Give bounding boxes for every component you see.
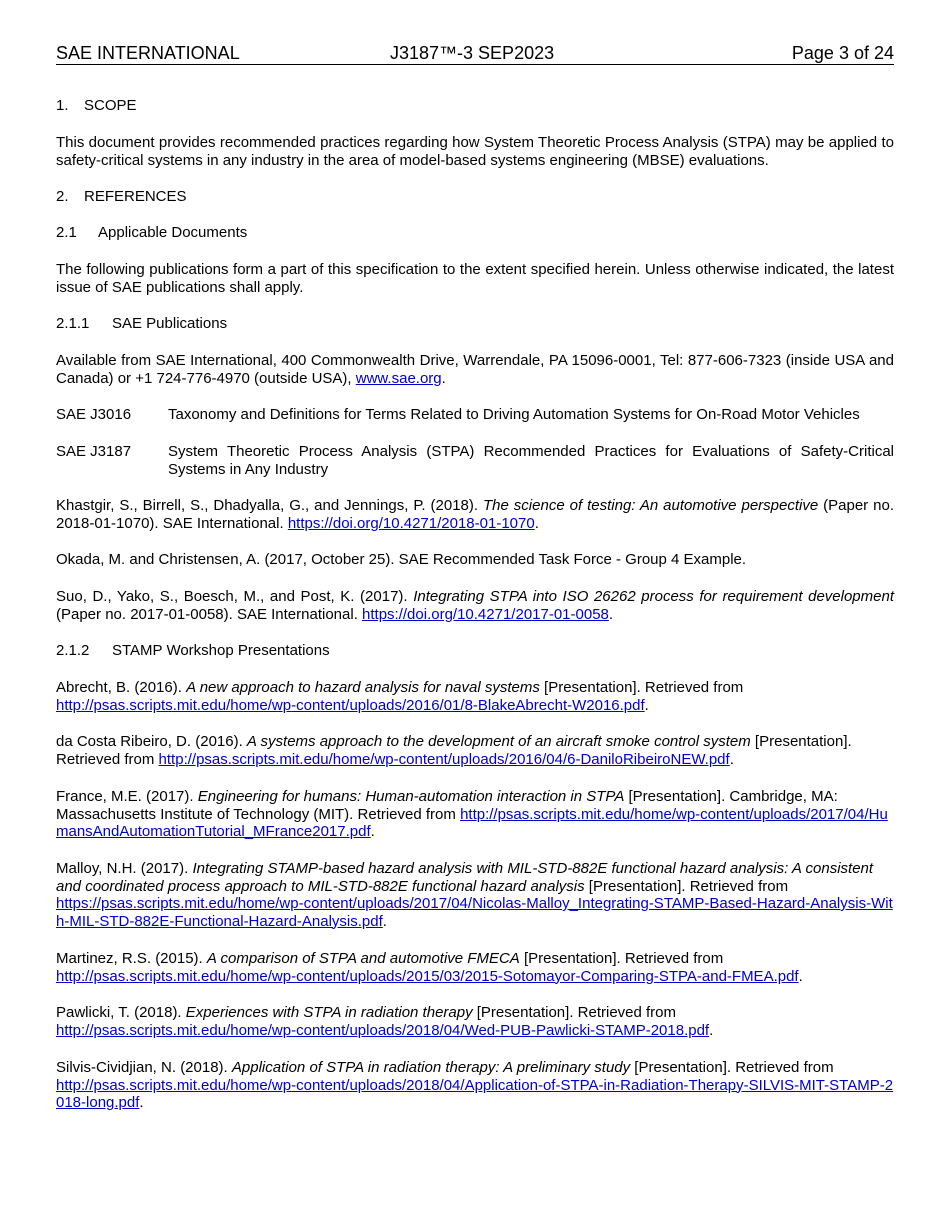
presentation-martinez: Martinez, R.S. (2015). A comparison of STPA and automotive FMECA [Presentation]. Retrieved from http://psas.scripts.mit.edu/home/wp-content/uploads/2015/03/2015-Sotomayor-Comparing-STPA-and-FMEA.pdf. [56,950,803,985]
section-heading-applicable-documents: 2.1 Applicable Documents [56,224,248,241]
section-heading-scope: 1. SCOPE [56,97,137,114]
scope-paragraph: This document provides recommended practices regarding how System Theoretic Process Analysis (STPA) may be applied to safety-critical systems in any industry in the area of model-based systems engineering (MBSE) evaluations. [56,134,894,169]
citation-suo: Suo, D., Yako, S., Boesch, M., and Post, K. (2017). Integrating STPA into ISO 26262 process for requirement development (Paper no. 2017-01-0058). SAE International. https://doi.org/10.4271/2017-01-0058. [56,588,894,623]
applicable-paragraph: The following publications form a part of this specification to the extent specified herein. Unless otherwise indicated, the latest issue of SAE publications shall apply. [56,261,894,296]
doi-link[interactable]: https://doi.org/10.4271/2018-01-1070 [287,514,535,532]
reference-entry [56,406,894,424]
section-heading-references: 2. REFERENCES [56,188,187,205]
citation-khastgir: Khastgir, S., Birrell, S., Dhadyalla, G., and Jennings, P. (2018). The science of testing: An automotive perspective (Paper no. 2018-01-1070). SAE International. https://doi.org/10.4271/2018-01-1070. [56,497,894,532]
presentation-link[interactable]: http://psas.scripts.mit.edu/home/wp-content/uploads/2016/04/6-DaniloRibeiroNEW.pdf [158,750,730,768]
presentation-abrecht: Abrecht, B. (2016). A new approach to hazard analysis for naval systems [Presentation]. Retrieved from http://psas.scripts.mit.edu/home/wp-content/uploads/2016/01/8-BlakeAbrecht-W2016.pdf. [56,679,744,714]
presentation-link[interactable]: https://psas.scripts.mit.edu/home/wp-content/uploads/2017/04/Nicolas-Malloy_Integrating-STAMP-Based-Hazard-Analysis-With-MIL-STD-882E-Functional-Hazard-Analysis.pdf [56,895,893,930]
presentation-france: France, M.E. (2017). Engineering for humans: Human-automation interaction in STPA [Presentation]. Cambridge, MA: Massachusetts Institute of Technology (MIT). Retrieved from http://psas.scripts.mit.edu/home/wp-content/uploads/2017/04/HumansAndAutomationTutorial_MFrance2017.pdf. [56,788,888,840]
presentation-silvis: Silvis-Cividjian, N. (2018). Application of STPA in radiation therapy: A preliminary study [Presentation]. Retrieved from http://psas.scripts.mit.edu/home/wp-content/uploads/2018/04/Application-of-STPA-in-Radiation-Therapy-SILVIS-MIT-STAMP-2018-long.pdf. [56,1059,894,1111]
section-heading-sae-publications: 2.1.1 SAE Publications [56,315,228,332]
presentation-link[interactable]: http://psas.scripts.mit.edu/home/wp-content/uploads/2018/04/Application-of-STPA-in-Radiation-Therapy-SILVIS-MIT-STAMP-2018-long.pdf [56,1076,894,1111]
presentation-dacosta: da Costa Ribeiro, D. (2016). A systems approach to the development of an aircraft smoke control system [Presentation]. Retrieved from http://psas.scripts.mit.edu/home/wp-content/uploads/2016/04/6-DaniloRibeiroNEW.pdf. [56,733,852,768]
reference-title: Taxonomy and Definitions for Terms Related to Driving Automation Systems for On-Road Motor Vehicles [168,406,860,423]
doi-link[interactable]: https://doi.org/10.4271/2017-01-0058 [362,605,609,623]
presentation-malloy: Malloy, N.H. (2017). Integrating STAMP-based hazard analysis with MIL-STD-882E functional hazard analysis: A consistent and coordinated process approach to MIL-STD-882E functional hazard analysis [Presentation]. Retrieved from https://psas.scripts.mit.edu/home/wp-content/uploads/2017/04/Nicolas-Malloy_Integrating-STAMP-Based-Hazard-Analysis-With-MIL-STD-882E-Functional-Hazard-Analysis.pdf. [56,860,893,930]
reference-entry [56,443,894,479]
sae-availability-paragraph: Available from SAE International, 400 Commonwealth Drive, Warrendale, PA 15096-0001, Tel: 877-606-7323 (inside USA and Canada) or +1 724-776-4970 (outside USA), www.sae.org. [56,352,894,387]
reference-title: System Theoretic Process Analysis (STPA) Recommended Practices for Evaluations of Safety-Critical Systems in Any Industry [168,443,894,478]
reference-code: SAE J3016 [56,406,132,423]
header-org: SAE INTERNATIONAL [56,43,240,63]
reference-code: SAE J3187 [56,443,132,460]
header-page-number: Page 3 of 24 [791,43,894,63]
presentation-link[interactable]: http://psas.scripts.mit.edu/home/wp-content/uploads/2016/01/8-BlakeAbrecht-W2016.pdf [56,696,645,714]
header-doc-id: J3187™-3 SEP2023 [390,43,555,63]
page-header [56,43,894,65]
presentation-pawlicki: Pawlicki, T. (2018). Experiences with STPA in radiation therapy [Presentation]. Retrieved from http://psas.scripts.mit.edu/home/wp-content/uploads/2018/04/Wed-PUB-Pawlicki-STAMP-2018.pdf. [56,1004,714,1039]
presentation-link[interactable]: http://psas.scripts.mit.edu/home/wp-content/uploads/2018/04/Wed-PUB-Pawlicki-STAMP-2018.pdf [56,1021,710,1039]
sae-website-link[interactable]: www.sae.org [355,369,442,387]
presentation-link[interactable]: http://psas.scripts.mit.edu/home/wp-content/uploads/2015/03/2015-Sotomayor-Comparing-STPA-and-FMEA.pdf [56,967,799,985]
citation-okada: Okada, M. and Christensen, A. (2017, October 25). SAE Recommended Task Force - Group 4 Example. [56,551,747,568]
presentation-link[interactable]: http://psas.scripts.mit.edu/home/wp-content/uploads/2017/04/HumansAndAutomationTutorial_MFrance2017.pdf [56,805,888,840]
section-heading-stamp-workshop: 2.1.2 STAMP Workshop Presentations [56,642,330,659]
